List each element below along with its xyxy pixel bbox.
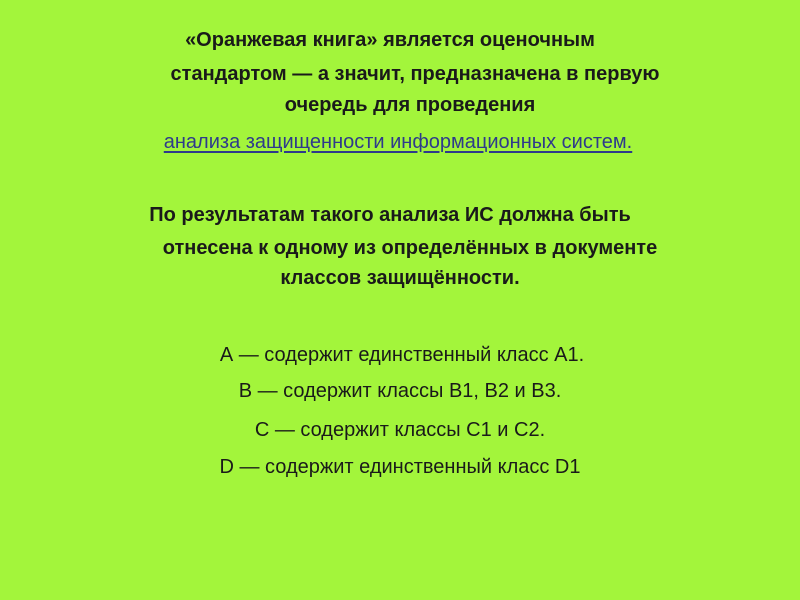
result-line: По результатам такого анализа ИС должна быть bbox=[149, 204, 631, 226]
result-line: отнесена к одному из определённых в документе bbox=[162, 237, 658, 259]
class-list-item: D — содержит единственный класс D1 bbox=[219, 456, 581, 478]
result-line: классов защищённости. bbox=[280, 267, 520, 289]
intro-line: стандартом — а значит, предназначена в первую bbox=[170, 63, 660, 85]
class-list-item: С — содержит классы С1 и С2. bbox=[254, 419, 546, 441]
class-list-item: А — содержит единственный класс А1. bbox=[219, 344, 585, 366]
intro-line: «Оранжевая книга» является оценочным bbox=[185, 29, 595, 51]
information-systems-analysis-link[interactable]: анализа защищенности информационных систем. bbox=[163, 131, 633, 153]
intro-line: очередь для проведения bbox=[284, 94, 536, 116]
class-list-item: В — содержит классы В1, В2 и В3. bbox=[238, 380, 562, 402]
